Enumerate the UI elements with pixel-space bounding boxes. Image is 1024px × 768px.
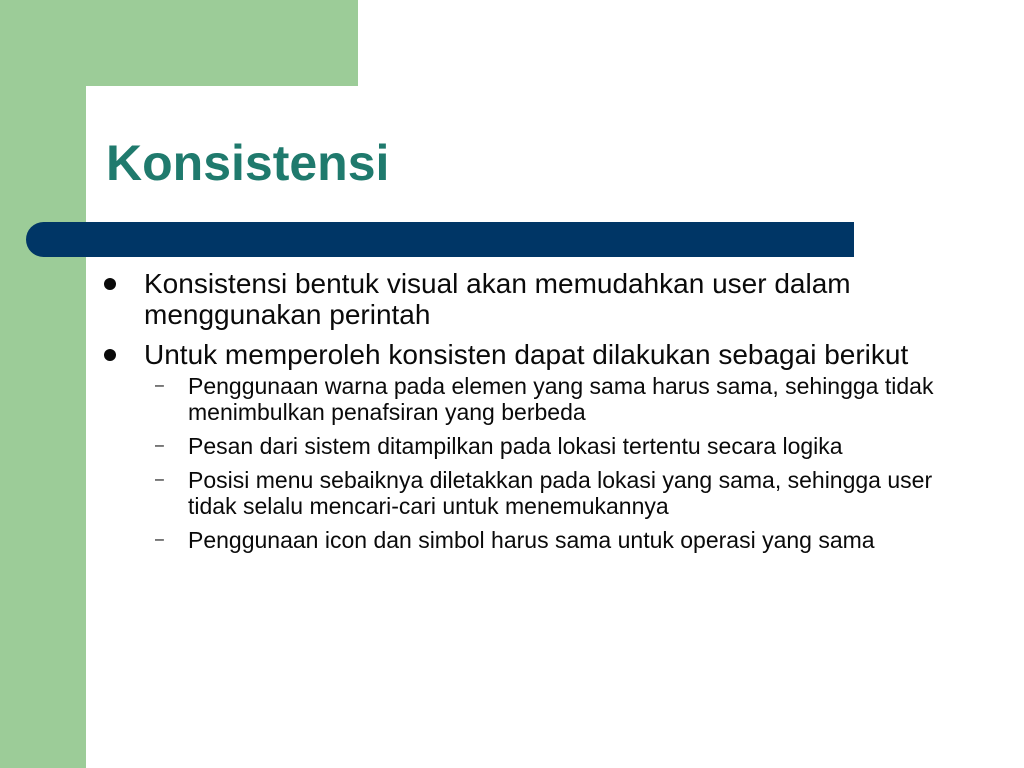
sub-bullet-item <box>104 373 984 425</box>
left-green-bar <box>0 0 86 768</box>
bullet-dot-icon <box>104 278 116 290</box>
sub-bullet-list <box>104 373 984 553</box>
title-divider-bar <box>26 222 854 257</box>
bullet-text: Konsistensi bentuk visual akan memudahkan user dalam menggunakan perintah <box>144 268 851 330</box>
bullet-text: Untuk memperoleh konsisten dapat dilakukan sebagai berikut <box>144 339 909 370</box>
bullet-item <box>104 339 984 370</box>
dash-icon: – <box>155 377 164 394</box>
bullet-item <box>104 268 984 330</box>
sub-bullet-item <box>104 433 984 459</box>
top-green-block <box>0 0 358 86</box>
sub-bullet-item <box>104 467 984 519</box>
bullet-dot-icon <box>104 349 116 361</box>
dash-icon: – <box>155 437 164 454</box>
sub-bullet-text: Pesan dari sistem ditampilkan pada lokasi tertentu secara logika <box>188 433 843 459</box>
slide-content <box>104 268 984 561</box>
sub-bullet-text: Penggunaan warna pada elemen yang sama harus sama, sehingga tidak menimbulkan penafsiran yang berbeda <box>188 373 934 425</box>
sub-bullet-item <box>104 527 984 553</box>
dash-icon: – <box>155 531 164 548</box>
sub-bullet-text: Penggunaan icon dan simbol harus sama untuk operasi yang sama <box>188 527 875 553</box>
dash-icon: – <box>155 471 164 488</box>
sub-bullet-text: Posisi menu sebaiknya diletakkan pada lokasi yang sama, sehingga user tidak selalu mencari-cari untuk menemukannya <box>188 467 933 519</box>
slide-title: Konsistensi <box>106 135 390 191</box>
